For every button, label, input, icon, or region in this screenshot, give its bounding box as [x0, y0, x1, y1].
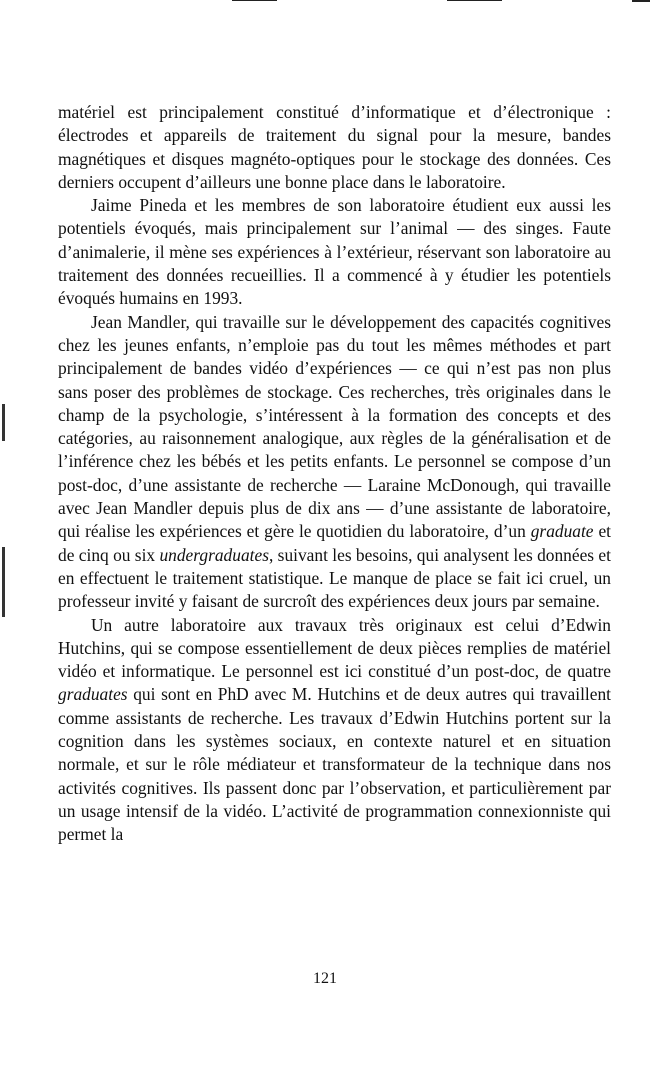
paragraph-text: Jean Mandler, qui travaille sur le développement des capacités cognitives chez les jeunes enfants, n’emploie pas du tout les mêmes méthodes et part principalement de bandes vidéo d’expériences — ce qui n’est pas non plus sans poser des problèmes de stockage. Ces recherches, très originales dans le champ de la psychologie, s’intéressent à la formation des concepts et des catégories, au raisonnement analogique, aux règles de la généralisation et de l’inférence chez les bébés et les petits enfants. Le personnel se compose d’un post-doc, d’une assistante de recherche — Laraine McDonough, qui travaille avec Jean Mandler depuis plus de dix ans — d’une assistante de laboratoire, qui réalise les expériences et gère le quotidien du laboratoire, d’un [58, 311, 611, 542]
italic-term: undergraduates [159, 544, 269, 565]
paragraph-1 [58, 101, 611, 194]
italic-term: graduate [530, 521, 594, 542]
paragraph-2 [58, 194, 611, 310]
paragraph-text: matériel est principalement constitué d’informatique et d’électronique : électrodes et appareils de traitement du signal pour la mesure, bandes magnétiques et disques magnéto-optiques pour le stockage des données. Ces derniers occupent d’ailleurs une bonne place dans le laboratoire. [58, 102, 611, 192]
page-number: 121 [313, 970, 337, 987]
paragraph-text: Un autre laboratoire aux travaux très originaux est celui d’Edwin Hutchins, qui se compose essentiellement de deux pièces remplies de matériel vidéo et informatique. Le personnel est ici constitué d’un post-doc, de quatre [58, 614, 611, 682]
scan-edge-mark [447, 0, 502, 1]
paragraph-text: et de cinq ou six [58, 521, 611, 565]
scan-edge-mark [232, 0, 277, 1]
paragraph-text: qui sont en PhD avec M. Hutchins et de deux autres qui travaillent comme assistants de recherche. Les travaux d’Edwin Hutchins portent sur la cognition dans les systèmes sociaux, en contexte naturel et en situation normale, et sur le rôle médiateur et transformateur de la technique dans nos activités cognitives. Ils passent donc par l’observation, et particulièrement par un usage intensif de la vidéo. L’activité de programmation connexionniste qui permet la [58, 684, 611, 845]
paragraph-3 [58, 311, 611, 614]
paragraph-4 [58, 614, 611, 847]
margin-mark [2, 404, 5, 441]
scan-edge-mark [632, 0, 650, 2]
page-body [58, 101, 611, 847]
italic-term: graduates [58, 684, 128, 705]
margin-mark [2, 547, 5, 617]
paragraph-text: Jaime Pineda et les membres de son laboratoire étudient eux aussi les potentiels évoqués, mais principalement sur l’animal — des singes. Faute d’animalerie, il mène ses expériences à l’extérieur, réservant son laboratoire au traitement des données recueillies. Il a commencé à y étudier les potentiels évoqués humains en 1993. [58, 195, 611, 309]
paragraph-text: , suivant les besoins, qui analysent les données et en effectuent le traitement statistique. Le manque de place se fait ici cruel, un professeur invité y faisant de surcroît des expériences deux jours par semaine. [58, 544, 611, 612]
